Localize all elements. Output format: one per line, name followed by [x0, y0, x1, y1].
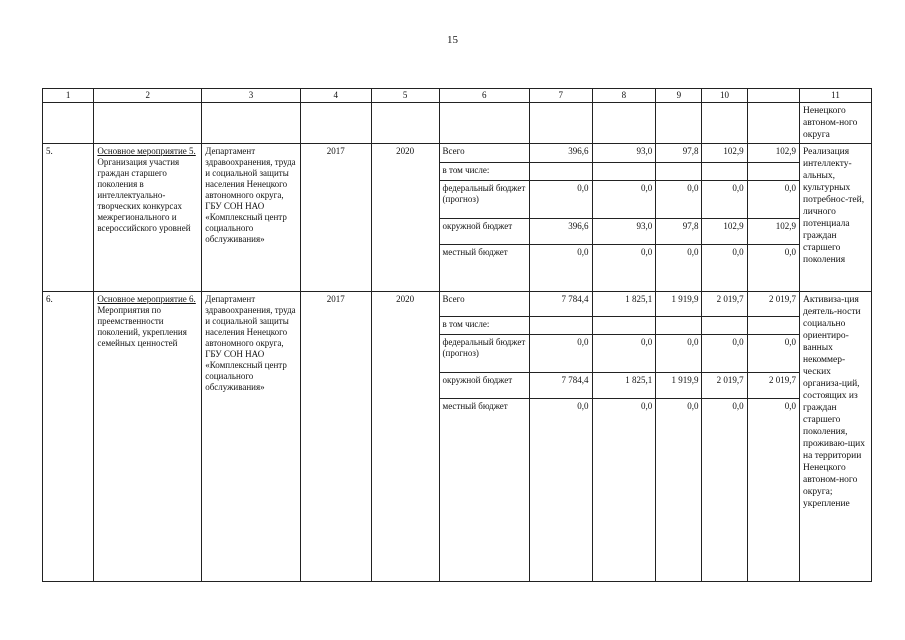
value-cell: 7 784,4 [529, 373, 592, 399]
row-number: 6. [43, 292, 94, 582]
source-label: местный бюджет [439, 245, 529, 292]
value-cell: 2 019,7 [747, 292, 799, 317]
value-cell: 0,0 [529, 181, 592, 219]
value-cell: 102,9 [747, 144, 799, 163]
expected-result: Активиза-ция деятель-ности социально ориентиро-ванных некоммер-ческих организа-ций, состоящих из граждан старшего поколения, проживаю-щих на территории Ненецкого автоном-ного округа; укрепление [800, 292, 872, 582]
value-cell: 0,0 [747, 181, 799, 219]
value-cell: 93,0 [592, 144, 656, 163]
value-cell: 97,8 [656, 144, 702, 163]
value-cell: 0,0 [747, 335, 799, 373]
value-cell: 93,0 [592, 219, 656, 245]
source-label: Всего [439, 292, 529, 317]
source-label: федеральный бюджет (прогноз) [439, 181, 529, 219]
table-row [43, 292, 872, 317]
executor: Департамент здравоохранения, труда и социальной защиты населения Ненецкого автономного округа, ГБУ СОН НАО «Комплексный центр социального обслуживания» [202, 144, 301, 292]
value-cell: 0,0 [702, 399, 747, 582]
header-cell: 11 [800, 89, 872, 103]
end-year: 2020 [371, 292, 439, 582]
value-cell: 0,0 [592, 335, 656, 373]
expected-result: Реализация интеллекту-альных, культурных потребнос-тей, личного потенциала граждан старшего поколения [800, 144, 872, 292]
value-cell: 97,8 [656, 219, 702, 245]
header-cell: 3 [202, 89, 301, 103]
header-cell: 10 [702, 89, 747, 103]
source-label: окружной бюджет [439, 219, 529, 245]
program-table [42, 88, 872, 582]
source-label: в том числе: [439, 317, 529, 335]
value-cell: 1 919,9 [656, 373, 702, 399]
measure-cell [94, 292, 202, 582]
source-label: Всего [439, 144, 529, 163]
header-row [43, 89, 872, 103]
value-cell: 2 019,7 [702, 292, 747, 317]
value-cell: 0,0 [747, 245, 799, 292]
header-cell: 2 [94, 89, 202, 103]
value-cell: 1 825,1 [592, 292, 656, 317]
value-cell: 102,9 [747, 219, 799, 245]
value-cell: 0,0 [592, 245, 656, 292]
value-cell: 396,6 [529, 144, 592, 163]
source-label: окружной бюджет [439, 373, 529, 399]
value-cell: 0,0 [529, 245, 592, 292]
executor: Департамент здравоохранения, труда и социальной защиты населения Ненецкого автономного округа, ГБУ СОН НАО «Комплексный центр социального обслуживания» [202, 292, 301, 582]
header-cell: 8 [592, 89, 656, 103]
value-cell: 0,0 [592, 181, 656, 219]
measure-description: Организация участия граждан старшего поколения в интеллектуально-творческих конкурсах межрегионального и всероссийского уровней [97, 157, 191, 233]
value-cell: 0,0 [747, 399, 799, 582]
measure-cell [94, 144, 202, 292]
value-cell: 0,0 [702, 245, 747, 292]
table-row [43, 144, 872, 163]
source-label: в том числе: [439, 163, 529, 181]
header-cell [747, 89, 799, 103]
measure-description: Мероприятия по преемственности поколений, укрепления семейных ценностей [97, 305, 187, 348]
value-cell: 0,0 [656, 399, 702, 582]
row-number: 5. [43, 144, 94, 292]
measure-title: Основное мероприятие 6. [97, 294, 196, 304]
header-cell: 4 [300, 89, 371, 103]
value-cell: 0,0 [656, 181, 702, 219]
value-cell: 1 825,1 [592, 373, 656, 399]
header-cell: 6 [439, 89, 529, 103]
value-cell: 0,0 [529, 399, 592, 582]
value-cell: 102,9 [702, 144, 747, 163]
value-cell: 0,0 [702, 335, 747, 373]
end-year: 2020 [371, 144, 439, 292]
value-cell: 102,9 [702, 219, 747, 245]
start-year: 2017 [300, 292, 371, 582]
value-cell: 396,6 [529, 219, 592, 245]
value-cell: 1 919,9 [656, 292, 702, 317]
value-cell: 7 784,4 [529, 292, 592, 317]
source-label: федеральный бюджет (прогноз) [439, 335, 529, 373]
value-cell: 0,0 [702, 181, 747, 219]
continuation-text: Ненецкого автоном-ного округа [800, 103, 872, 144]
header-cell: 1 [43, 89, 94, 103]
header-cell: 9 [656, 89, 702, 103]
value-cell: 0,0 [592, 399, 656, 582]
value-cell: 2 019,7 [702, 373, 747, 399]
value-cell: 0,0 [529, 335, 592, 373]
measure-title: Основное мероприятие 5. [97, 146, 196, 156]
value-cell: 0,0 [656, 245, 702, 292]
start-year: 2017 [300, 144, 371, 292]
header-cell: 5 [371, 89, 439, 103]
page-number: 15 [447, 34, 458, 46]
header-cell: 7 [529, 89, 592, 103]
value-cell: 2 019,7 [747, 373, 799, 399]
value-cell: 0,0 [656, 335, 702, 373]
continuation-row [43, 103, 872, 144]
source-label: местный бюджет [439, 399, 529, 582]
